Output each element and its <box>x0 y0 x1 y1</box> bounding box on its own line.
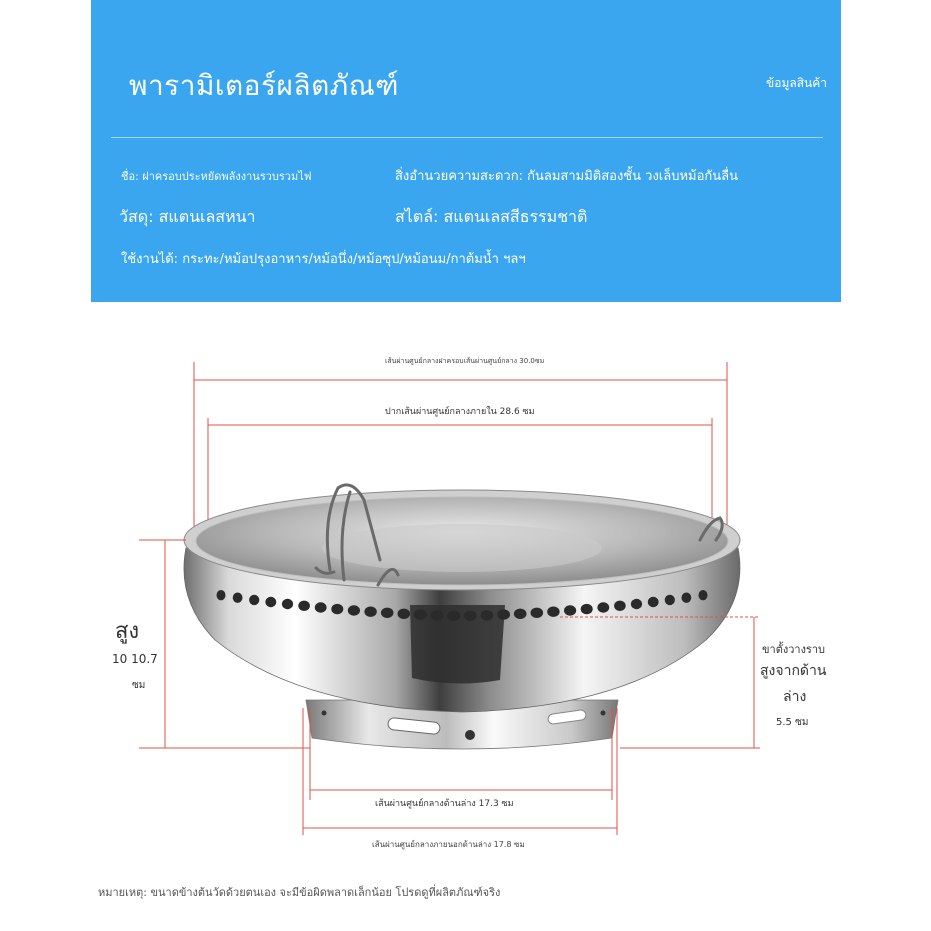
vent-hole <box>447 611 460 621</box>
vent-hole <box>364 607 376 617</box>
vent-hole <box>581 604 593 614</box>
vent-hole <box>665 595 675 605</box>
banner-subtitle: ข้อมูลสินค้า <box>766 76 827 90</box>
vent-hole <box>547 607 559 617</box>
vent-hole <box>414 609 427 619</box>
vent-hole <box>631 599 642 609</box>
vent-hole <box>597 602 609 612</box>
stand-height-value: 5.5 ซม <box>776 717 809 728</box>
vent-hole <box>217 590 226 600</box>
vent-hole <box>249 595 259 605</box>
vent-hole <box>348 605 360 615</box>
vent-hole <box>614 601 626 611</box>
vent-hole <box>282 599 293 609</box>
inner-diameter-label: ปากเส้นผ่านศูนย์กลางภายใน 28.6 ซม <box>385 407 535 417</box>
stand-label-line1: ขาตั้งวางราบ <box>762 643 826 656</box>
stand-label-line2: สูงจากด้าน <box>760 663 827 679</box>
vent-hole <box>699 590 708 600</box>
banner-title: พารามิเตอร์ผลิตภัณฑ์ <box>129 69 399 102</box>
vent-hole <box>648 597 659 607</box>
vent-hole <box>265 597 276 607</box>
bottom-inner-label: เส้นผ่านศูนย์กลางด้านล่าง 17.3 ซม <box>375 799 514 809</box>
vent-hole <box>381 608 394 618</box>
spec-name: ชื่อ: ฝาครอบประหยัดพลังงานรวบรวมไฟ <box>121 170 312 183</box>
spec-usage: ใช้งานได้: กระทะ/หม้อปรุงอาหาร/หม้อนึ่ง/หม้อซุป/หม้อนม/กาต้มน้ำ ฯลฯ <box>121 252 526 267</box>
disclaimer-note: หมายเหตุ: ขนาดข้างต้นวัดด้วยตนเอง จะมีข้อผิดพลาดเล็กน้อย โปรดดูที่ผลิตภัณฑ์จริง <box>98 886 501 899</box>
outer-diameter-label: เส้นผ่านศูนย์กลางฝาครอบเส้นผ่านศูนย์กลาง 30.0ซม <box>385 357 545 365</box>
spec-feature: สิ่งอำนวยความสะดวก: กันลมสามมิติสองชั้น วงเล็บหม้อกันลื่น <box>395 169 739 184</box>
vent-hole <box>481 610 494 620</box>
bottom-outer-label: เส้นผ่านศูนย์กลางภายนอกด้านล่าง 17.8 ซม <box>372 840 525 849</box>
vent-hole <box>564 605 576 615</box>
vent-hole <box>682 593 692 603</box>
vent-hole <box>514 609 527 619</box>
height-unit: ซม <box>132 680 146 691</box>
vent-hole <box>398 609 411 619</box>
spec-style: สไตล์: สแตนเลสสีธรรมชาติ <box>395 207 588 226</box>
height-title: สูง <box>115 619 140 644</box>
spec-material: วัสดุ: สแตนเลสหนา <box>119 207 256 226</box>
vent-hole <box>331 604 343 614</box>
stand-label-line3: ล่าง <box>783 689 807 705</box>
vent-hole <box>497 609 510 619</box>
height-value: 10 10.7 <box>112 652 158 666</box>
vent-hole <box>233 593 243 603</box>
vent-hole <box>298 601 310 611</box>
vent-hole <box>431 610 444 620</box>
vent-hole <box>531 608 544 618</box>
vent-hole <box>464 611 477 621</box>
vent-hole <box>315 602 327 612</box>
